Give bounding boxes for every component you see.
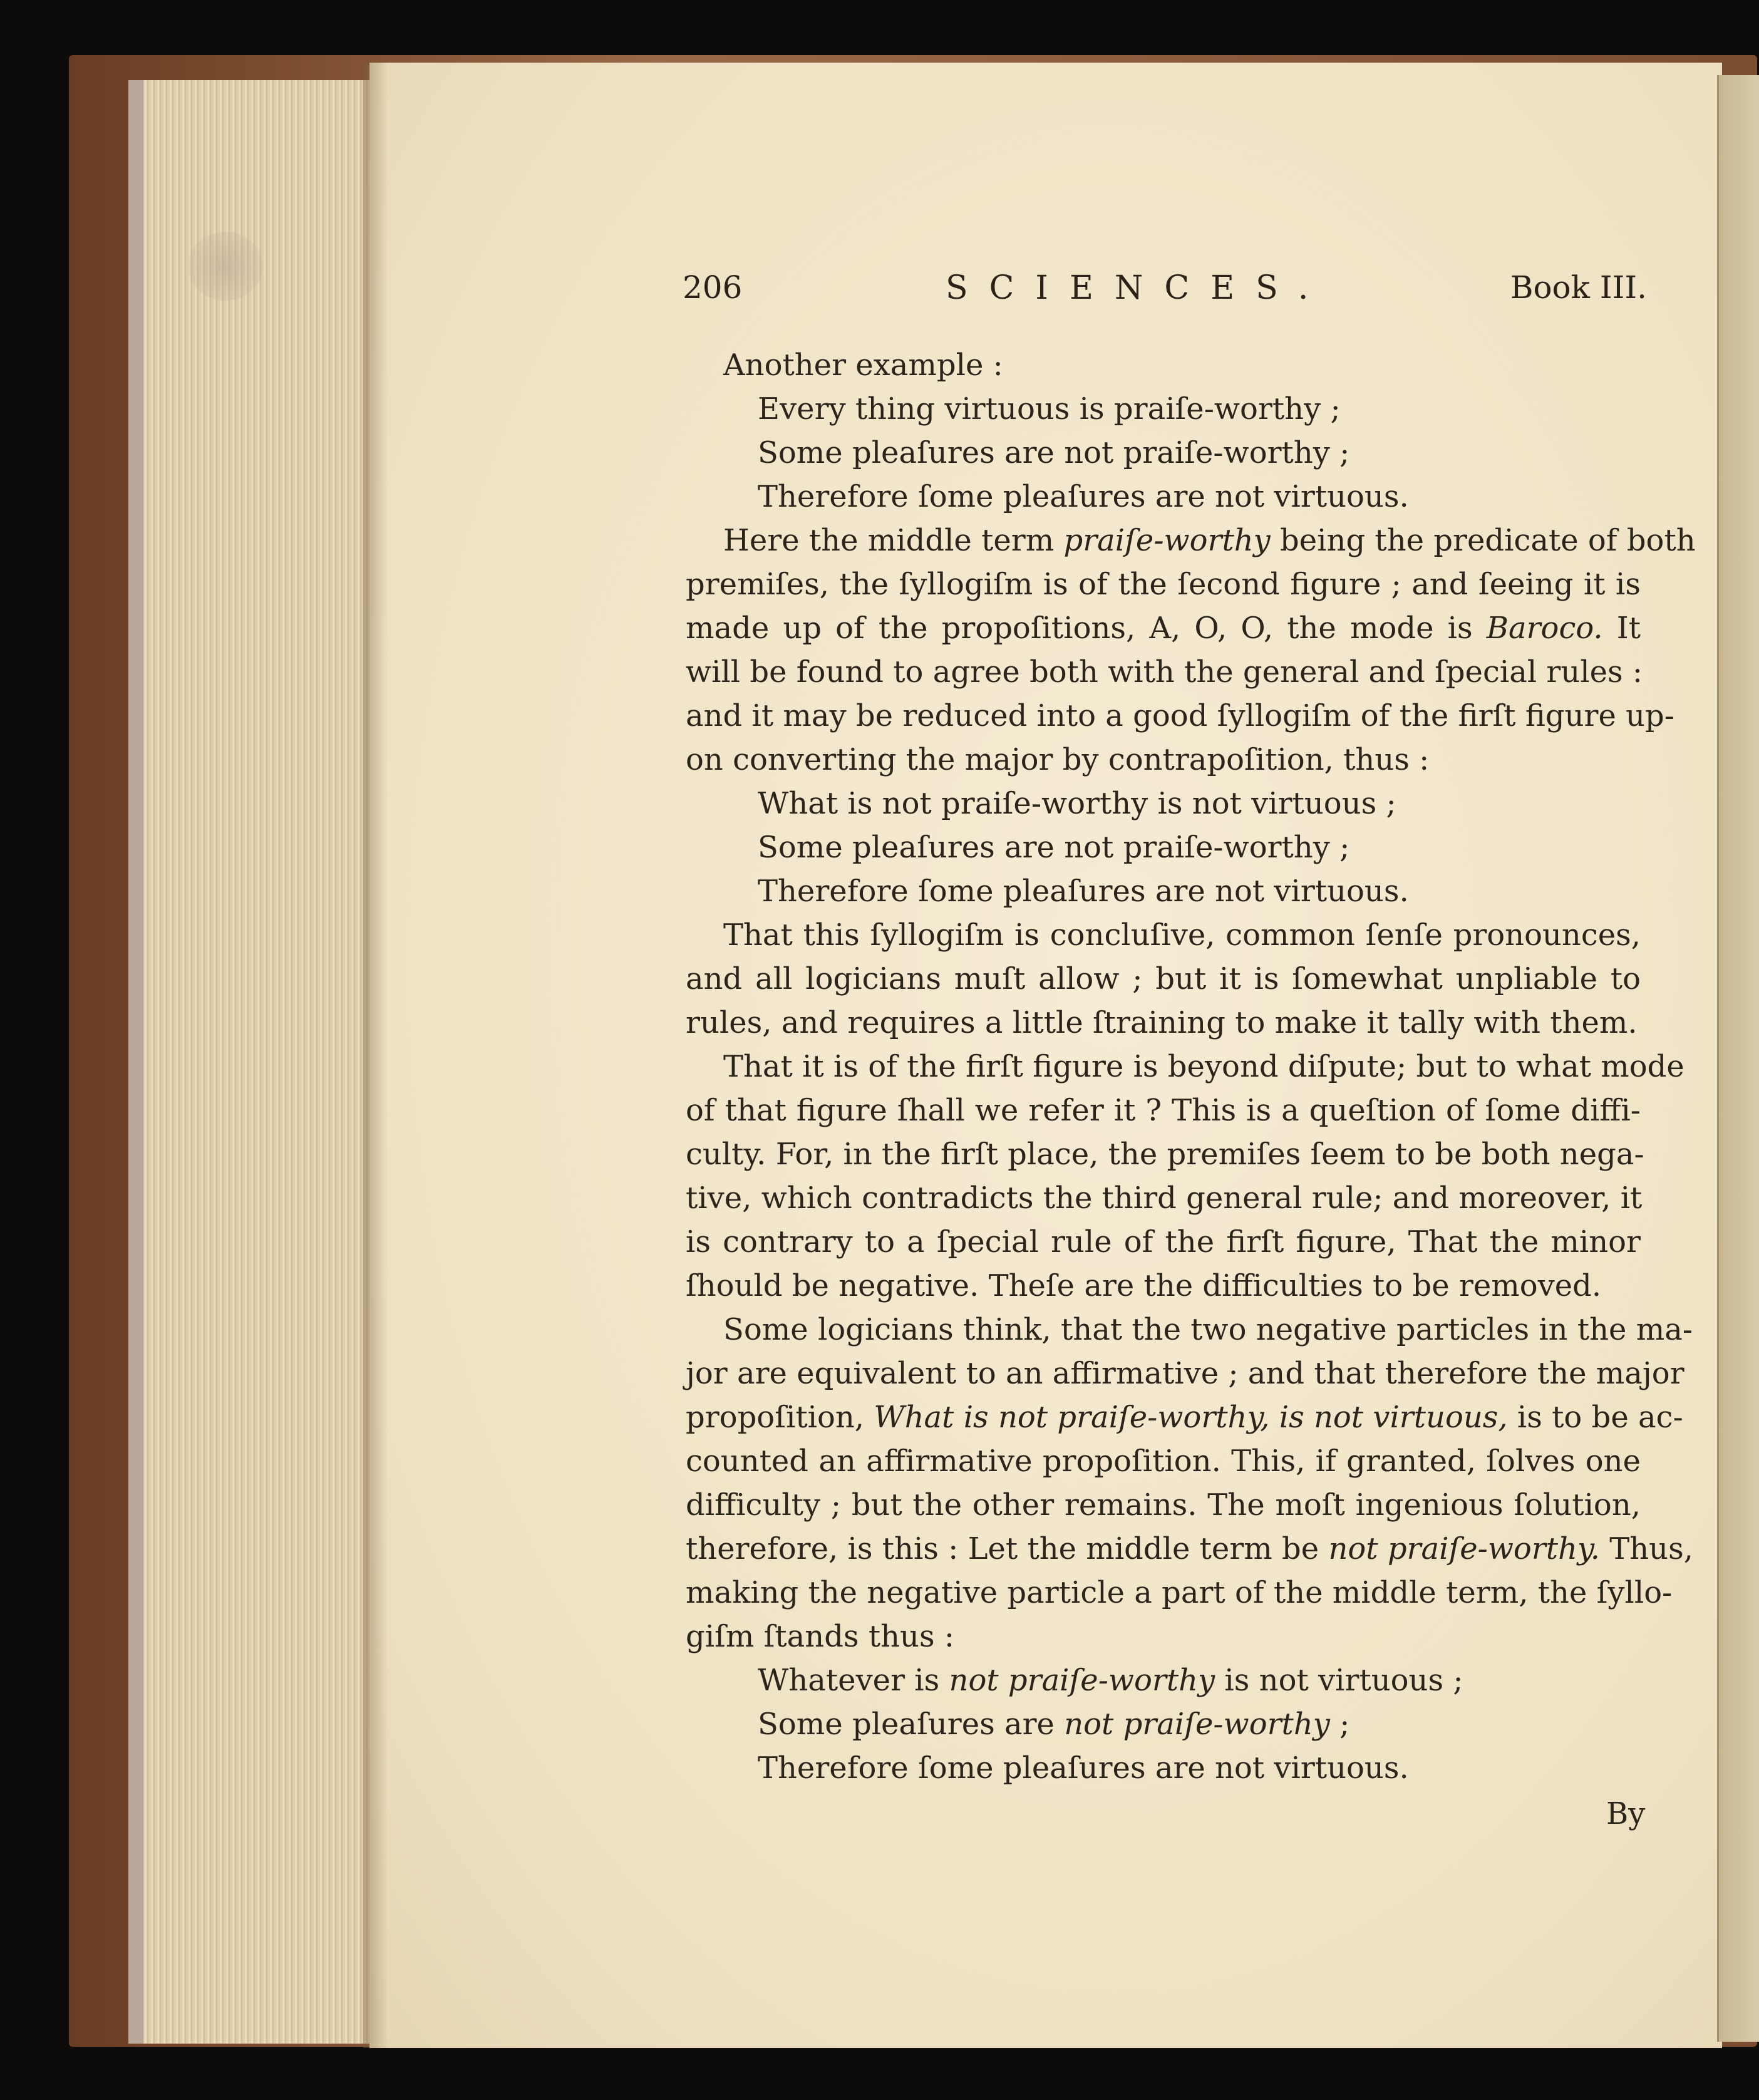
italic-text: not praiſe-worthy.: [1328, 1531, 1600, 1566]
text-span: therefore, is this : Let the middle term be: [686, 1531, 1329, 1566]
text-line: [686, 519, 1696, 562]
text-span: is to be ac-: [1507, 1400, 1683, 1435]
text-line: Another example :: [723, 348, 1003, 383]
italic-text: What is not praiſe-worthy, is not virtuous,: [874, 1400, 1508, 1435]
text-line: culty. For, in the firſt place, the premiſes ſeem to be both nega-: [686, 1137, 1644, 1172]
text-line: What is not praiſe-worthy is not virtuous ;: [758, 786, 1396, 821]
text-line: rules, and requires a little ſtraining to make it tally with them.: [686, 1005, 1638, 1040]
text-line: That it is of the firſt figure is beyond diſpute; but to what mode: [723, 1049, 1684, 1084]
text-line: counted an affirmative propoſition. This, if granted, ſolves one: [686, 1444, 1641, 1479]
text-line: [686, 1527, 1693, 1571]
text-span: Thus,: [1599, 1531, 1693, 1566]
text-span: Whatever is: [758, 1663, 949, 1698]
text-line: Therefore ſome pleaſures are not virtuous.: [758, 1751, 1409, 1786]
text-line: difficulty ; but the other remains. The moſt ingenious ſolution,: [686, 1487, 1641, 1523]
book-label: Book III.: [1510, 269, 1647, 306]
text-line: making the negative particle a part of the middle term, the ſyllo-: [686, 1575, 1673, 1610]
text-line: and it may be reduced into a good ſyllogiſm of the firſt figure up-: [686, 698, 1674, 733]
text-line: Some pleaſures are not praiſe-worthy ;: [758, 435, 1350, 470]
italic-text: not praiſe-worthy: [1064, 1707, 1330, 1742]
text-span: is not virtuous ;: [1215, 1663, 1463, 1698]
text-line: giſm ſtands thus :: [686, 1619, 954, 1654]
text-line: [686, 1395, 1683, 1439]
text-line: premiſes, the ſyllogiſm is of the ſecond figure ; and ſeeing it is: [686, 567, 1641, 602]
facing-page-edge: [1717, 75, 1759, 2042]
library-stamp-mark: [188, 232, 263, 301]
text-line: [686, 1702, 1641, 1746]
text-line: Therefore ſome pleaſures are not virtuous.: [758, 479, 1409, 514]
text-span: ;: [1329, 1707, 1350, 1742]
text-line: on converting the major by contrapoſition, thus :: [686, 742, 1430, 777]
text-line: [686, 606, 1641, 650]
page-gutter-shadow: [363, 63, 388, 2048]
running-title: SCIENCES.: [946, 269, 1330, 307]
page-header: [683, 269, 1647, 319]
text-line: [686, 1658, 1641, 1702]
text-line: Some pleaſures are not praiſe-worthy ;: [758, 830, 1350, 865]
text-line: Therefore ſome pleaſures are not virtuous.: [758, 874, 1409, 909]
italic-text: praiſe-worthy: [1063, 523, 1271, 558]
text-line: Every thing virtuous is praiſe-worthy ;: [758, 391, 1341, 427]
body-text: [686, 343, 1696, 1790]
text-line: tive, which contradicts the third general rule; and moreover, it: [686, 1181, 1643, 1216]
text-line: will be found to agree both with the general and ſpecial rules :: [686, 654, 1643, 690]
text-line: That this ſyllogiſm is concluſive, common ſenſe pronounces,: [723, 918, 1641, 953]
text-span: propoſition,: [686, 1400, 874, 1435]
text-line: and all logicians muſt allow ; but it is ſomewhat unpliable to: [686, 961, 1641, 996]
page-edges: [128, 80, 384, 2044]
page-number: 206: [683, 269, 743, 306]
text-span: made up of the propoſitions, A, O, O, the mode is: [686, 611, 1487, 646]
italic-text: Baroco.: [1486, 611, 1603, 646]
text-line: ſhould be negative. Theſe are the difficulties to be removed.: [686, 1268, 1602, 1303]
catchword: By: [1606, 1796, 1646, 1831]
text-line: jor are equivalent to an affirmative ; and that therefore the major: [686, 1356, 1684, 1391]
text-span: Some pleaſures are: [758, 1707, 1065, 1742]
text-span: It: [1602, 611, 1641, 646]
text-span: Here the middle term: [723, 523, 1064, 558]
italic-text: not praiſe-worthy: [949, 1663, 1215, 1698]
text-line: Some logicians think, that the two negative particles in the ma-: [723, 1312, 1693, 1347]
text-span: being the predicate of both: [1270, 523, 1696, 558]
text-line: of that figure ſhall we refer it ? This is a queſtion of ſome diffi-: [686, 1093, 1641, 1128]
text-line: is contrary to a ſpecial rule of the firſt figure, That the minor: [686, 1224, 1641, 1259]
